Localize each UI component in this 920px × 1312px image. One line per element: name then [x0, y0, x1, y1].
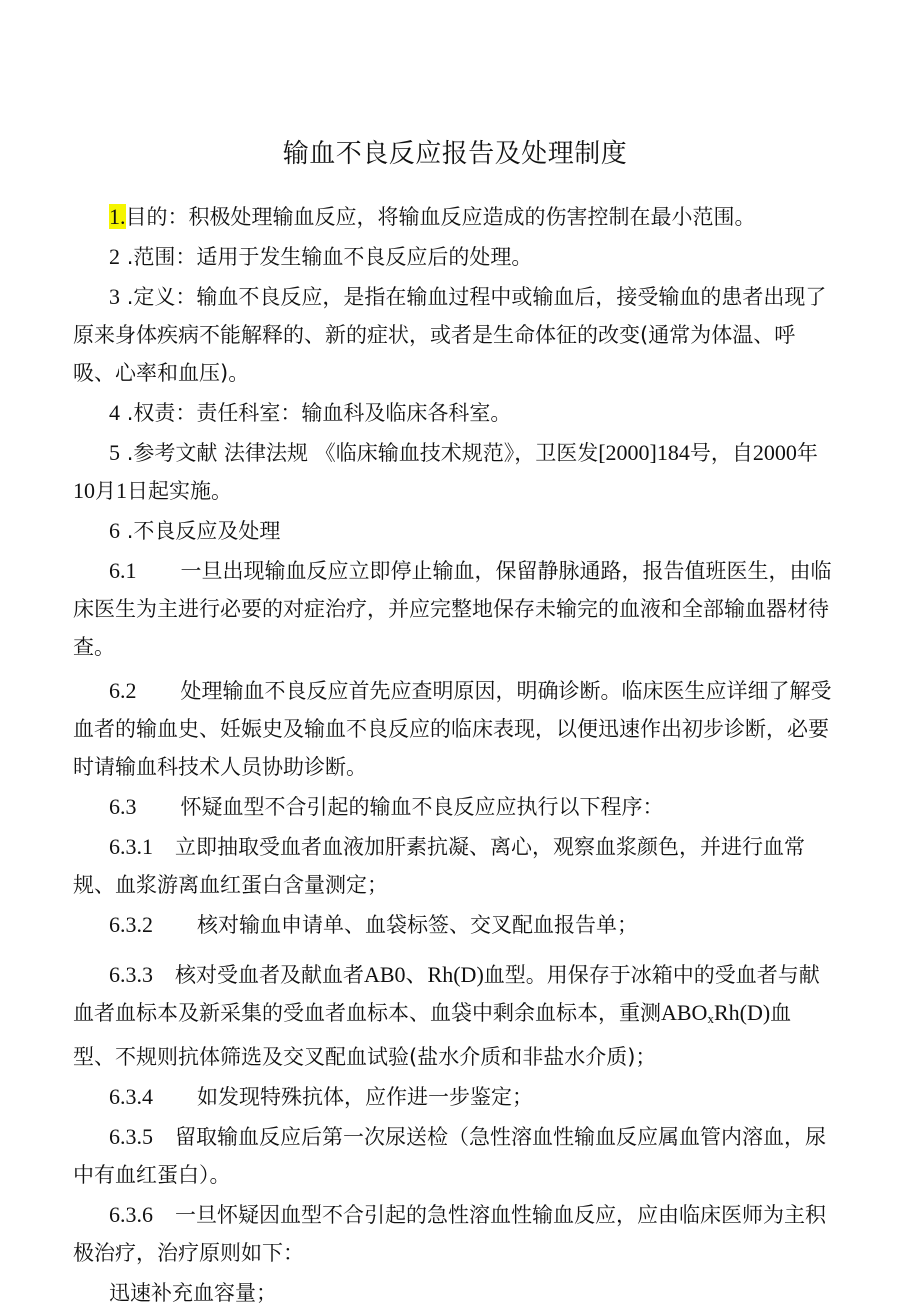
document-body	[73, 198, 833, 1312]
section-number: 6.3.5	[109, 1124, 153, 1149]
rh-text: Rh(D)	[713, 1000, 771, 1025]
paragraph-adverse-reactions	[73, 512, 833, 550]
section-number: 6.3.3	[109, 962, 153, 987]
paragraph-responsibility	[73, 394, 833, 432]
paragraph-scope	[73, 238, 833, 276]
paragraph-text: 一旦怀疑因血型不合引起的急性溶血性输血反应，应由临床医师为主积极治疗，治疗原则如下：	[73, 1203, 826, 1265]
blood-group-text: ABO	[661, 1000, 708, 1025]
paragraph-6-3-4	[73, 1078, 833, 1116]
paragraph-text: 立即抽取受血者血液加肝素抗凝、离心，观察血浆颜色，并进行血常规、血浆游离血红蛋白含量测定；	[73, 835, 805, 897]
paragraph-references: 5 .参考文献 法律法规 《临床输血技术规范》，卫医发[2000]184号，自2000年10月1日起实施。	[73, 440, 818, 503]
section-number: 6.1	[109, 558, 137, 583]
paragraph-text: 迅速补充血容量；	[109, 1281, 277, 1305]
paragraph-text: .不良反应及处理	[126, 519, 281, 543]
paragraph-6-3	[73, 788, 833, 826]
paragraph-text: .定义：输血不良反应，是指在输血过程中或输血后，接受输血的患者出现了原来身体疾病不能解释的、新的症状，或者是生命体征的改变(通常为体温、呼吸、心率和血压)。	[73, 285, 827, 385]
section-number: 6.3.4	[109, 1084, 153, 1109]
paragraph-6-1	[73, 552, 833, 666]
paragraph-6-2	[73, 672, 833, 786]
paragraph-definition	[73, 278, 833, 392]
paragraph-text: .范围：适用于发生输血不良反应后的处理。	[126, 245, 533, 269]
paragraph-text: 核对输血申请单、血袋标签、交叉配血报告单；	[197, 913, 638, 937]
document-code: [2000]184	[598, 440, 690, 465]
paragraph-text: 一旦出现输血反应立即停止输血，保留静脉通路，报告值班医生，由临床医生为主进行必要的对症治疗，并应完整地保存未输完的血液和全部输血器材待查。	[73, 559, 832, 659]
document-title: 输血不良反应报告及处理制度	[282, 139, 628, 169]
section-number: 6.3.6	[109, 1202, 153, 1227]
paragraph-6-3-5	[73, 1118, 833, 1194]
section-number: 3	[109, 284, 120, 309]
paragraph-text: 目的：积极处理输血反应，将输血反应造成的伤害控制在最小范围。	[125, 205, 756, 229]
paragraph-text: 处理输血不良反应首先应查明原因，明确诊断。临床医生应详细了解受血者的输血史、妊娠史及输血不良反应的临床表现，以便迅速作出初步诊断，必要时请输血科技术人员协助诊断。	[73, 679, 832, 779]
paragraph-text: 核对受血者及献血者	[175, 963, 364, 987]
day: 1	[116, 478, 127, 503]
section-number: 4	[109, 400, 120, 425]
paragraph-text: 如发现特殊抗体，应作进一步鉴定；	[197, 1085, 533, 1109]
paragraph-text: .参考文献 法律法规 《临床输血技术规范》，卫医发	[126, 441, 599, 465]
paragraph-6-3-2	[73, 906, 833, 944]
month: 10	[73, 478, 95, 503]
paragraph-6-3-3: 6.3.3 核对受血者及献血者AB0、Rh(D)血型。用保存于冰箱中的受血者与献血者血标本及新采集的受血者血标本、血袋中剩余血标本，重测$ABO_xRh(D)$血型、不规则抗体筛选及交叉配血试验(盐水介质和非盐水介质)；	[73, 962, 820, 1069]
section-number: 2	[109, 244, 120, 269]
section-number: 6.3.1	[109, 834, 153, 859]
year: 2000	[752, 440, 797, 465]
section-number-highlighted: 1.	[109, 204, 126, 229]
paragraph-text: 怀疑血型不合引起的输血不良反应应执行以下程序：	[180, 795, 664, 819]
subscript-mark: x	[707, 1011, 714, 1026]
section-number: 6.3	[109, 794, 137, 819]
section-number: 5	[109, 440, 120, 465]
section-number: 6	[109, 518, 120, 543]
section-number: 6.3.2	[109, 912, 153, 937]
paragraph-6-3-6	[73, 1196, 833, 1272]
section-number: 6.2	[109, 678, 137, 703]
paragraph-6-3-1	[73, 828, 833, 904]
paragraph-text: 留取输血反应后第一次尿送检（急性溶血性输血反应属血管内溶血，尿中有血红蛋白）。	[73, 1125, 826, 1187]
blood-group-text: AB0、Rh(D)	[364, 962, 484, 987]
paragraph-purpose	[73, 198, 833, 236]
paragraph-text: .权责：责任科室：输血科及临床各科室。	[126, 401, 512, 425]
paragraph-last	[73, 1274, 833, 1312]
